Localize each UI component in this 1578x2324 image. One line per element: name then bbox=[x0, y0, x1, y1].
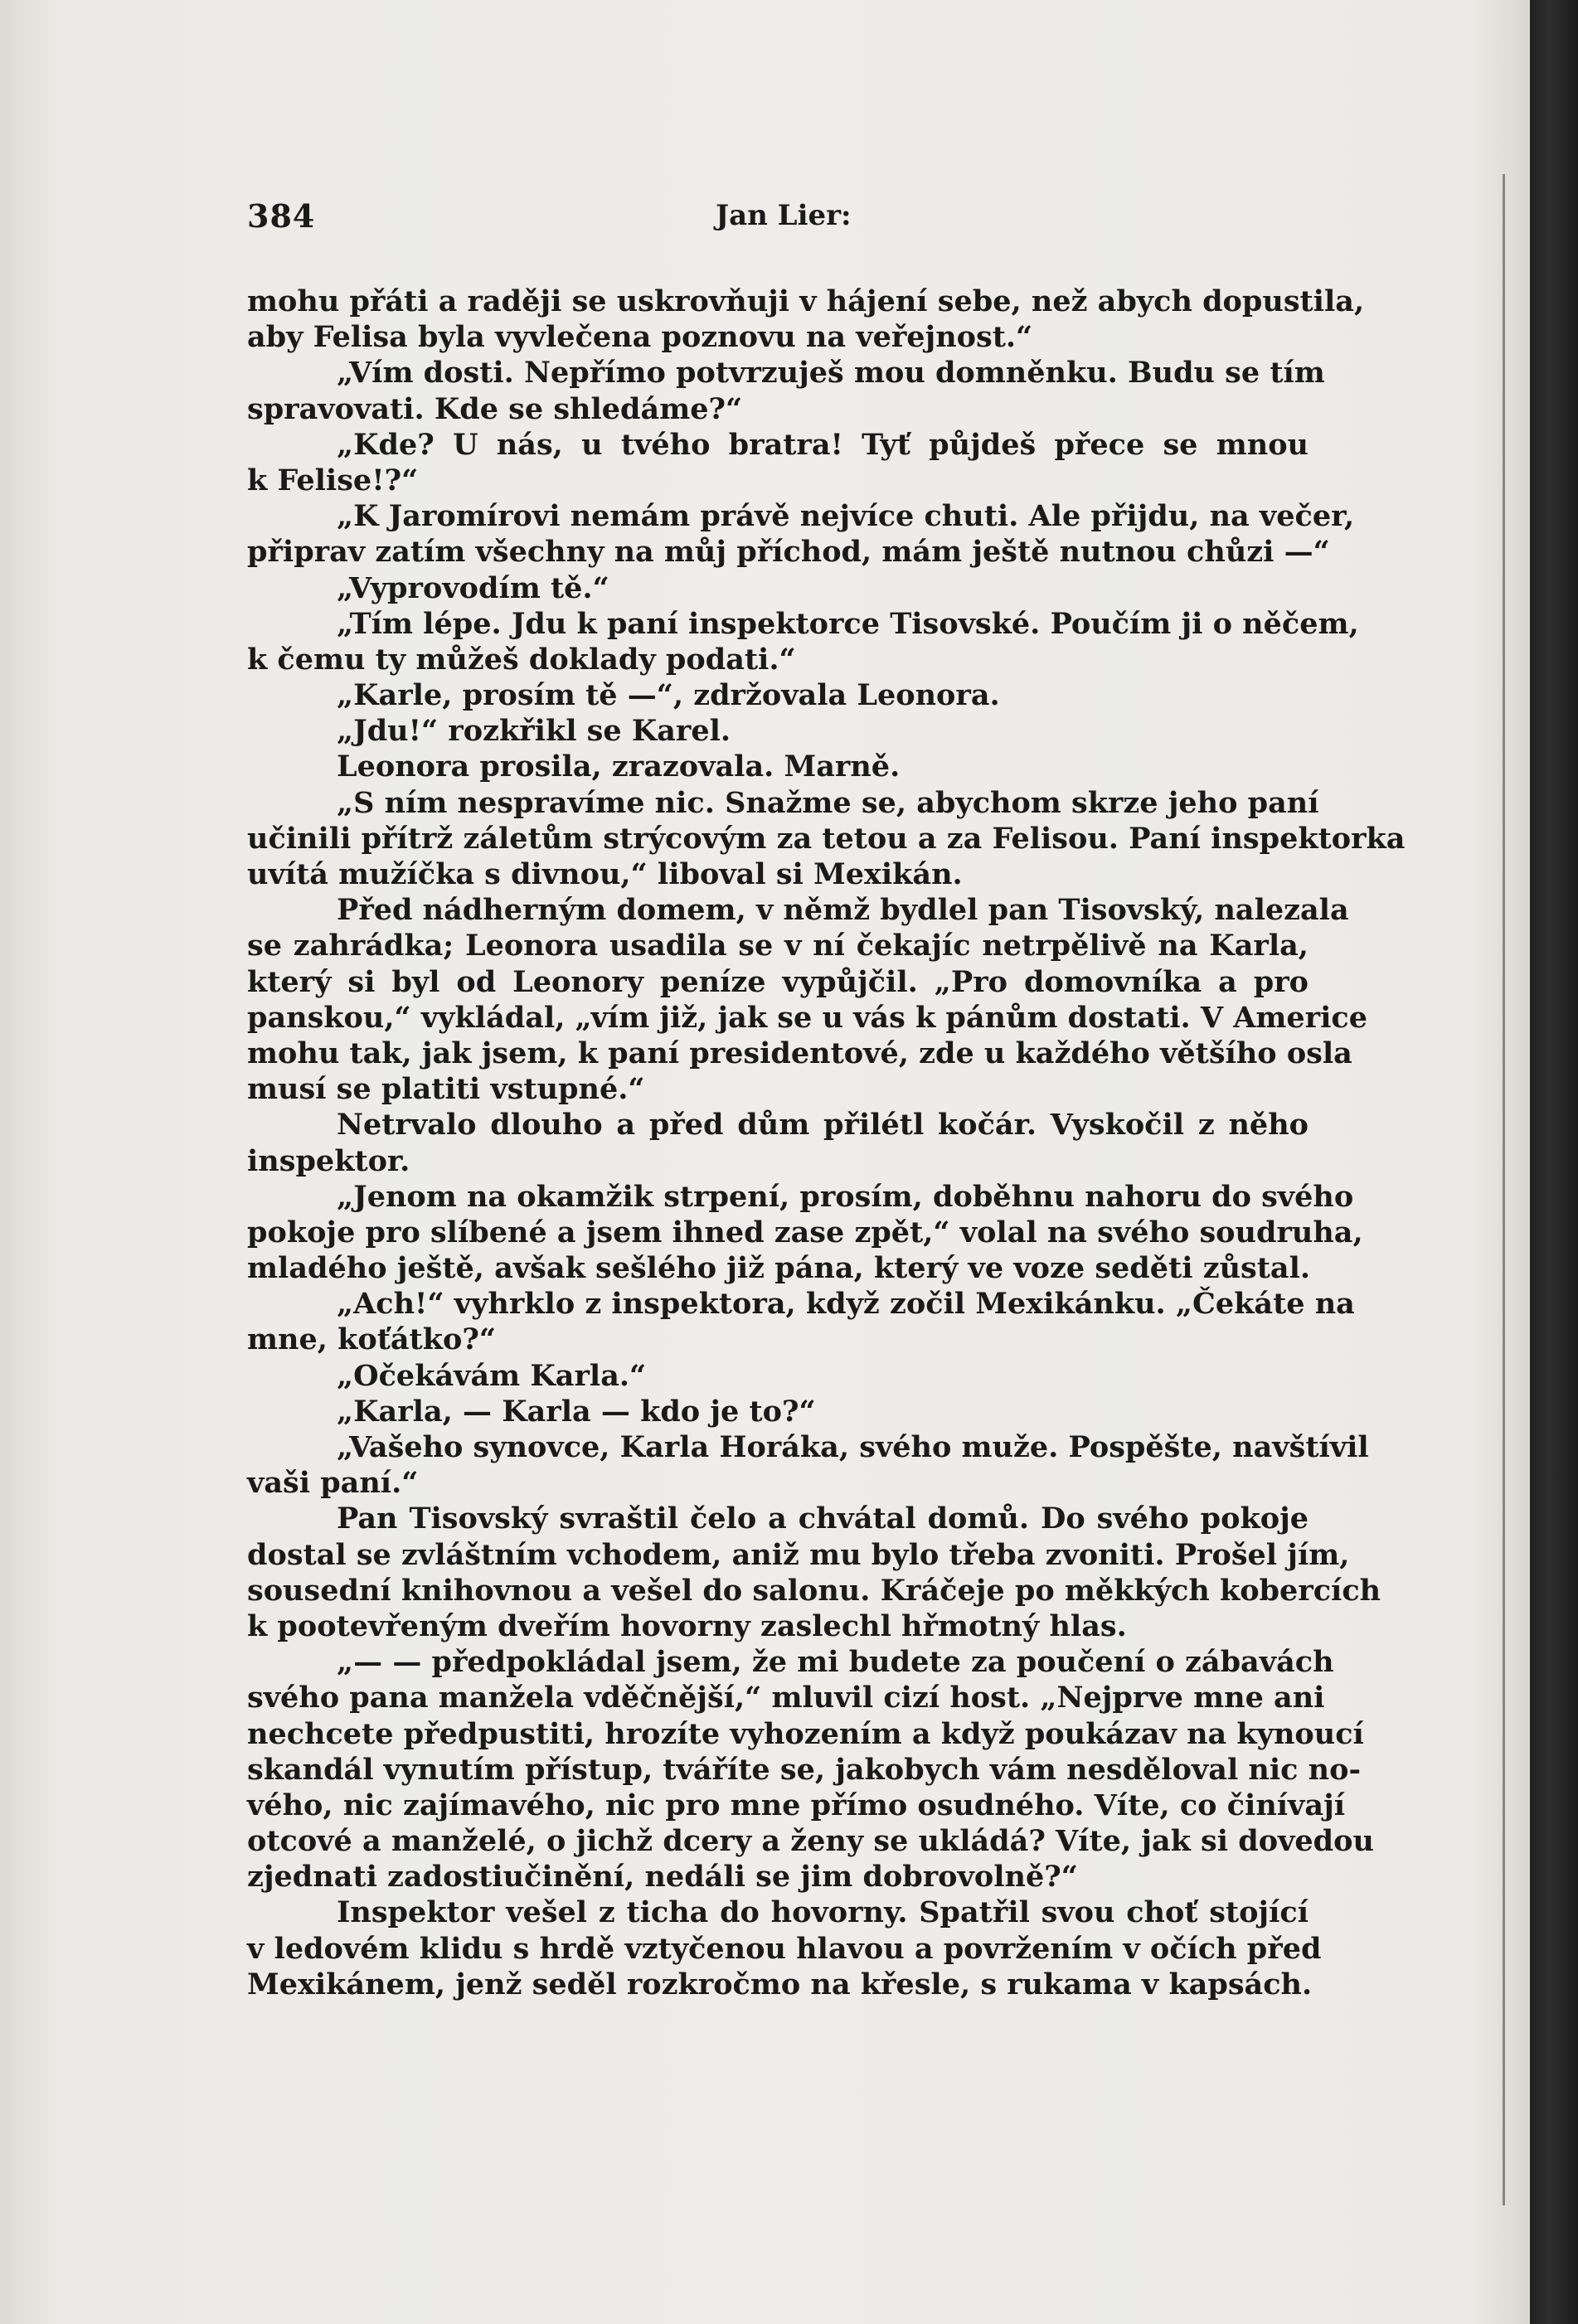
text-line: mohu přáti a raději se uskrovňuji v hájení sebe, než abych dopustila, bbox=[247, 284, 1365, 318]
text-line: „Karle, prosím tě —“, zdržovala Leonora. bbox=[337, 678, 1000, 713]
text-line: „Jdu!“ rozkřikl se Karel. bbox=[337, 714, 731, 749]
text-line: dostal se zvláštním vchodem, aniž mu bylo třeba zvoniti. Prošel jím, bbox=[247, 1537, 1350, 1572]
page-number: 384 bbox=[247, 197, 316, 235]
text-line: pokoje pro slíbené a jsem ihned zase zpět,“ volal na svého soudruha, bbox=[247, 1215, 1363, 1249]
text-line: „Jenom na okamžik strpení, prosím, doběhnu nahoru do svého bbox=[337, 1179, 1354, 1214]
page-header bbox=[247, 197, 1309, 239]
text-line: „S ním nespravíme nic. Snažme se, abychom skrze jeho paní bbox=[337, 785, 1319, 820]
text-line: Před nádherným domem, v němž bydlel pan Tisovský, nalezala bbox=[337, 893, 1349, 928]
text-line: Netrvalo dlouho a před dům přilétl kočár. Vyskočil z něho bbox=[337, 1108, 1309, 1143]
text-line: „Ach!“ vyhrklo z inspektora, když zočil Mexikánku. „Čekáte na bbox=[337, 1287, 1355, 1322]
running-head: Jan Lier: bbox=[716, 199, 852, 232]
book-gutter bbox=[1530, 0, 1578, 2324]
text-line: skandál vynutím přístup, tváříte se, jakobych vám nesděloval nic no- bbox=[247, 1752, 1361, 1787]
text-line: k Felise!?“ bbox=[247, 463, 419, 497]
text-line: v ledovém klidu s hrdě vztyčenou hlavou a povržením v očích před bbox=[247, 1931, 1322, 1966]
text-line: Pan Tisovský svraštil čelo a chvátal domů. Do svého pokoje bbox=[337, 1502, 1309, 1536]
text-line: „Kde? U nás, u tvého bratra! Tyť půjdeš přece se mnou bbox=[337, 427, 1309, 462]
text-line: „K Jaromírovi nemám právě nejvíce chuti. Ale přijdu, na večer, bbox=[337, 499, 1355, 534]
text-line: nechcete předpustiti, hrozíte vyhozením a když poukázav na kynoucí bbox=[247, 1716, 1364, 1751]
text-line: mohu tak, jak jsem, k paní presidentové, zde u každého většího osla bbox=[247, 1036, 1352, 1070]
text-line: mne, koťátko?“ bbox=[247, 1322, 496, 1357]
text-line: „Vašeho synovce, Karla Horáka, svého muže. Pospěšte, navštívil bbox=[337, 1430, 1369, 1464]
text-line: Leonora prosila, zrazovala. Marně. bbox=[337, 750, 901, 784]
text-line: sousední knihovnou a vešel do salonu. Kráčeje po měkkých kobercích bbox=[247, 1573, 1381, 1608]
text-line: „— — předpokládal jsem, že mi budete za poučení o zábavách bbox=[337, 1645, 1334, 1680]
text-line: připrav zatím všechny na můj příchod, mám ještě nutnou chůzi —“ bbox=[247, 535, 1330, 570]
text-line: učinili přítrž záletům strýcovým za tetou a za Felisou. Paní inspektorka bbox=[247, 821, 1406, 856]
text-line: Inspektor vešel z ticha do hovorny. Spatřil svou choť stojící bbox=[337, 1895, 1309, 1930]
text-line: musí se platiti vstupné.“ bbox=[247, 1072, 645, 1107]
text-line: otcové a manželé, o jichž dcery a ženy se ukládá? Víte, jak si dovedou bbox=[247, 1824, 1374, 1859]
text-line: spravovati. Kde se shledáme?“ bbox=[247, 391, 743, 426]
text-line: zjednati zadostiučinění, nedáli se jim dobrovolně?“ bbox=[247, 1860, 1078, 1895]
text-line: vaši paní.“ bbox=[247, 1466, 419, 1501]
text-line: k pootevřeným dveřím hovorny zaslechl hřmotný hlas. bbox=[247, 1608, 1127, 1643]
text-line: panskou,“ vykládal, „vím již, jak se u vás k pánům dostati. V Americe bbox=[247, 1000, 1367, 1035]
body-text bbox=[247, 284, 1406, 2002]
text-line: „Vyprovodím tě.“ bbox=[337, 570, 609, 605]
text-line: aby Felisa byla vyvlečena poznovu na veřejnost.“ bbox=[247, 320, 1033, 355]
text-line: se zahrádka; Leonora usadila se v ní čekajíc netrpělivě na Karla, bbox=[247, 929, 1309, 963]
text-line: „Tím lépe. Jdu k paní inspektorce Tisovské. Poučím ji o něčem, bbox=[337, 606, 1359, 641]
text-line: k čemu ty můžeš doklady podati.“ bbox=[247, 642, 796, 677]
text-line: vého, nic zajímavého, nic pro mne přímo osudného. Víte, co činívají bbox=[247, 1788, 1346, 1822]
text-line: mladého ještě, avšak sešlého již pána, který ve voze seděti zůstal. bbox=[247, 1251, 1311, 1286]
page-edge-shadow bbox=[1503, 174, 1505, 2205]
text-line: uvítá mužíčka s divnou,“ liboval si Mexikán. bbox=[247, 857, 963, 891]
text-line: „Očekávám Karla.“ bbox=[337, 1358, 647, 1393]
text-line: který si byl od Leonory peníze vypůjčil. „Pro domovníka a pro bbox=[247, 964, 1309, 999]
text-line: „Karla, — Karla — kdo je to?“ bbox=[337, 1394, 816, 1429]
text-line: inspektor. bbox=[247, 1143, 410, 1178]
text-line: svého pana manžela vděčnější,“ mluvil cizí host. „Nejprve mne ani bbox=[247, 1681, 1325, 1715]
text-line: „Vím dosti. Nepřímo potvrzuješ mou domněnku. Budu se tím bbox=[337, 356, 1325, 391]
text-line: Mexikánem, jenž seděl rozkročmo na křesle, s rukama v kapsách. bbox=[247, 1967, 1313, 2001]
